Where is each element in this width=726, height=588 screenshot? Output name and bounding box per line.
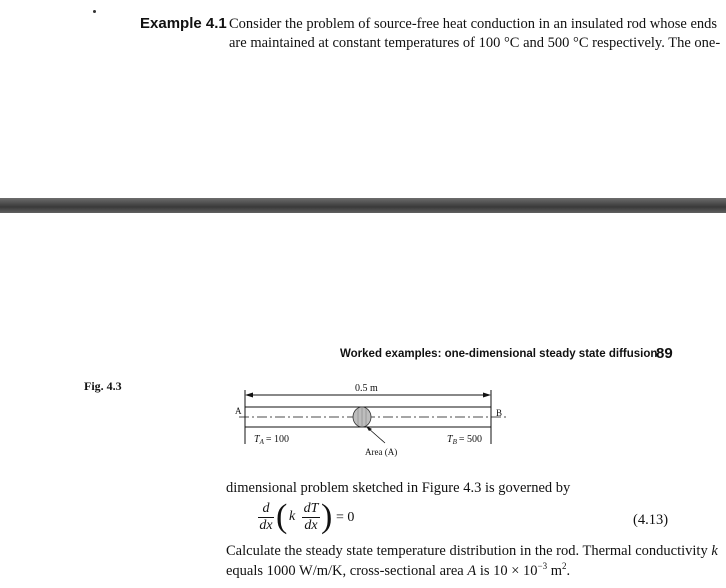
dimension-arrow-right bbox=[483, 393, 491, 398]
equation-rhs: = 0 bbox=[336, 510, 355, 525]
dimension-arrow-left bbox=[245, 393, 253, 398]
right-paren: ) bbox=[321, 498, 333, 535]
body-text-line-2: Calculate the steady state temperature distribution in the rod. Thermal conductivity k bbox=[226, 543, 718, 559]
conductivity-k: k bbox=[289, 509, 296, 524]
page-number: 89 bbox=[656, 345, 673, 362]
temp-a-label: $T_A = 100$ bbox=[254, 434, 289, 446]
end-a-label: A bbox=[235, 406, 242, 416]
body-text-line-1: dimensional problem sketched in Figure 4.3 is governed by bbox=[226, 480, 571, 496]
figure-label: Fig. 4.3 bbox=[84, 379, 122, 393]
equation-number: (4.13) bbox=[633, 512, 669, 528]
example-label: Example 4.1 bbox=[140, 15, 227, 32]
outer-derivative: d dx bbox=[259, 501, 273, 533]
end-b-label: B bbox=[496, 408, 503, 418]
stray-dot bbox=[93, 10, 96, 13]
rod-diagram bbox=[225, 378, 515, 460]
length-label: 0.5 m bbox=[355, 383, 378, 394]
area-leader-line bbox=[368, 428, 385, 443]
temp-b-label: $T_B = 500$ bbox=[447, 434, 482, 446]
area-label: Area (A) bbox=[365, 447, 398, 457]
page-divider-bar bbox=[0, 198, 726, 213]
body-text-line-3: equals 1000 W/m/K, cross-sectional area A is $10 \times 10^{-3}$ $m^2$. bbox=[226, 561, 571, 579]
example-text-line-1: Consider the problem of source-free heat conduction in an insulated rod whose ends bbox=[229, 16, 718, 32]
running-head: Worked examples: one-dimensional steady state diffusion bbox=[340, 348, 658, 360]
example-text-line-2: are maintained at constant temperatures of 100 °C and 500 °C respectively. The one- bbox=[229, 35, 721, 51]
left-paren: ( bbox=[276, 498, 288, 535]
equation-4-13 bbox=[258, 500, 658, 540]
inner-derivative: dT dx bbox=[303, 501, 319, 533]
